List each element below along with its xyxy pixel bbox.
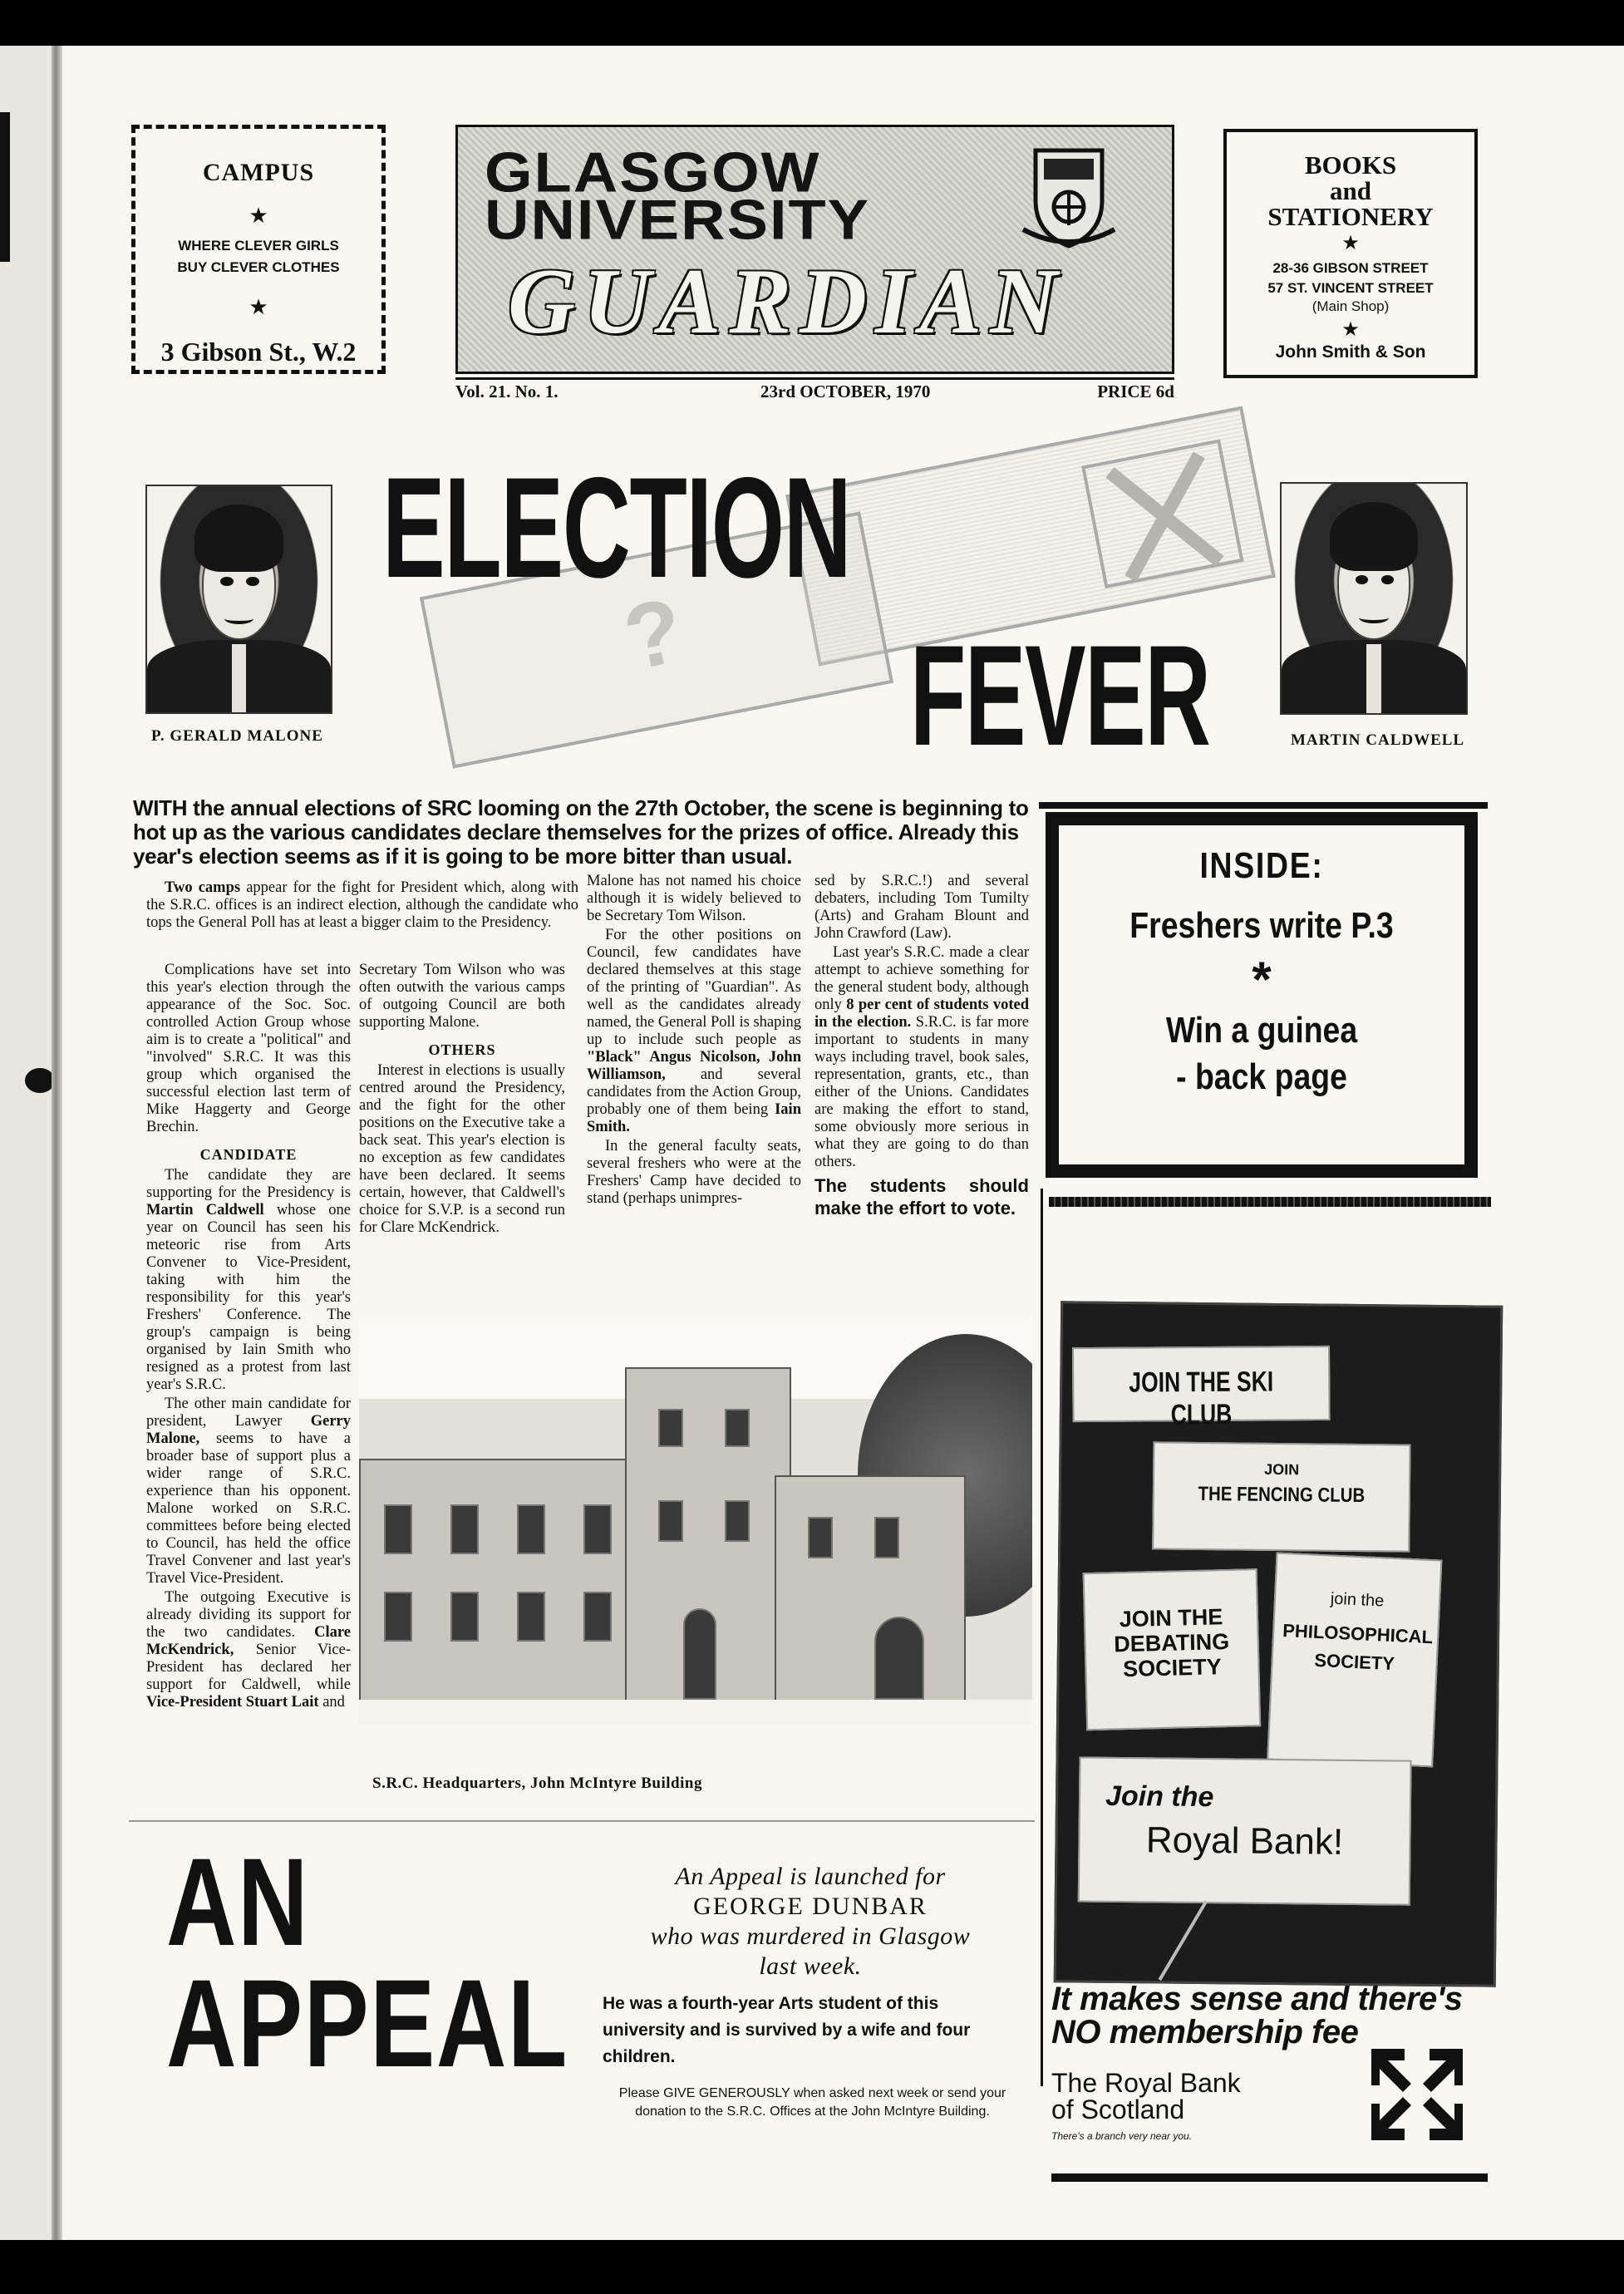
- article-paragraph: Interest in elections is usually centred around the Presidency, and the fight for the other positions on the Executive take a back seat. This year's election is no exception as few candidates have been declared. It seems certain, however, that Caldwell's choice for S.V.P. is a second run for Clare McKendrick.: [359, 1062, 565, 1236]
- university-crest-icon: [1015, 142, 1123, 250]
- masthead-glasgow-university: [485, 140, 871, 252]
- campus-ad-line: BUY CLEVER CLOTHES: [177, 259, 340, 275]
- masthead-line: UNIVERSITY: [485, 187, 871, 252]
- inside-item: Freshers write P.3: [1129, 905, 1394, 946]
- street: [359, 1700, 1032, 1725]
- divider: [1039, 802, 1488, 809]
- poster-fencing-club: [1152, 1441, 1410, 1552]
- building-window: [517, 1504, 545, 1554]
- appeal-body: He was a fourth-year Arts student of this university and is survived by a wife and four children.: [603, 1994, 971, 2066]
- issue-date: 23rd OCTOBER, 1970: [760, 382, 931, 401]
- royal-bank-slogan: [1051, 1982, 1500, 2049]
- books-ad-line: BOOKS: [1304, 150, 1397, 180]
- building-wing: [775, 1475, 966, 1708]
- article-text: For the other positions on Council, few candidates have declared themselves at this stage of the printing of "Guardian". As well as the candidates already named, the General Poll is shaping up to include such people as: [587, 927, 801, 1048]
- poster-text: THE FENCING CLUB: [1198, 1482, 1366, 1508]
- headline-fever: FEVER: [910, 616, 1210, 775]
- question-mark: ?: [616, 578, 691, 690]
- building-window: [808, 1517, 833, 1558]
- masthead-guardian: GUARDIAN: [508, 250, 1066, 353]
- issue-price: PRICE 6d: [1097, 382, 1174, 401]
- appeal-line: last week.: [759, 1952, 862, 1980]
- article-text: The outgoing Executive is already dividing its support for the two candidates.: [146, 1589, 351, 1641]
- photo-clubs-noticeboard: [1054, 1301, 1503, 1987]
- divider: [1041, 1189, 1043, 2086]
- royal-bank-name-line: of Scotland: [1051, 2095, 1185, 2124]
- divider: [1051, 2173, 1488, 2182]
- appeal-line: An Appeal is launched for: [675, 1863, 946, 1890]
- subhead-candidate: CANDIDATE: [199, 1146, 298, 1163]
- royal-bank-tagline: There's a branch very near you.: [1051, 2130, 1193, 2142]
- poster-text: Join the: [1105, 1780, 1214, 1814]
- portrait-tie: [1366, 644, 1381, 713]
- building-wing: [359, 1459, 658, 1708]
- article-bold: Two camps: [165, 879, 241, 896]
- poster-debating-society: [1083, 1568, 1262, 1730]
- star-icon: ★: [249, 204, 268, 228]
- royal-bank-slogan-line: NO membership fee: [1051, 2014, 1359, 2050]
- appeal-headline-word: APPEAL: [166, 1953, 568, 2093]
- poster-text: join the: [1330, 1589, 1385, 1611]
- article-text: and several candidates from the Action Group, probably one of them being: [587, 1066, 801, 1118]
- poster-text: PHILOSOPHICAL SOCIETY: [1282, 1620, 1434, 1675]
- article-text: S.R.C. is far more important to students in many ways including travel, book sales, representation, grants, etc., than either of the Unions. Candidates are making the effort to stand, some obviously more serious in what they are going to do than others.: [814, 1014, 1029, 1170]
- page-fold: [52, 46, 62, 2240]
- books-ad-name: John Smith & Son: [1275, 342, 1426, 362]
- portrait-hair: [1330, 502, 1419, 571]
- building-window: [658, 1409, 683, 1447]
- inside-title: INSIDE:: [1199, 845, 1324, 886]
- building-window: [725, 1409, 750, 1447]
- poster-royal-bank: [1078, 1757, 1412, 1906]
- inside-separator: *: [1252, 952, 1272, 1007]
- masthead-line: GLASGOW: [485, 140, 821, 204]
- article-column-1: [146, 962, 351, 1713]
- ink-blot: [25, 1068, 55, 1093]
- article-text: appear for the fight for President which, along with the S.R.C. offices is an indirect election, although the candidate who tops the General Poll has at least a bigger claim to the Presidency.: [146, 879, 578, 931]
- inside-item: Win a guinea: [1165, 1010, 1358, 1051]
- article-text: seems to have a broader base of support plus a wider range of S.R.C. experience than his opponent. Malone worked on S.R.C. committees before being elected to Council, has held the office Travel Convener and last year's Travel Vice-President.: [146, 1430, 351, 1587]
- ink-blot: [0, 112, 10, 262]
- article-lead: WITH the annual elections of SRC looming on the 27th October, the scene is beginning to hot up as the various candidates declare themselves for the prizes of office. Already this year's election seems as if it is going to be more bitter than usual.: [133, 795, 1029, 869]
- article-bold: Clare McKendrick,: [146, 1624, 351, 1658]
- article-bold: "Black" Angus Nicolson, John Williamson,: [587, 1049, 801, 1083]
- caption-caldwell: MARTIN CALDWELL: [1291, 731, 1465, 749]
- portrait-tie: [232, 644, 247, 712]
- article-bold: Martin Caldwell: [146, 1202, 264, 1218]
- article-paragraph: sed by S.R.C.!) and several debaters, including Tom Tumilty (Arts) and Graham Blount and John Crawford (Law).: [814, 873, 1029, 942]
- article-text: whose one year on Council has seen his meteoric rise from Arts Convener to Vice-President, taking with him the responsibility for this year's Freshers' Conference. The group's campaign is being organised by Iain Smith who resigned as a protest from last year's S.R.C.: [146, 1202, 351, 1393]
- building-window: [450, 1592, 479, 1642]
- article-text: Last year's S.R.C. made a clear attempt to achieve something for the general student body, although only: [814, 944, 1029, 1013]
- volume-number: Vol. 21. No. 1.: [455, 382, 559, 401]
- books-ad-address: 28-36 GIBSON STREET: [1272, 260, 1429, 276]
- article-paragraph: Complications have set into this year's election through the appearance of the Soc. Soc. controlled Action Group whose aim is to create a "political" and "involved" S.R.C. It was this group which organised the successful election last term of Mike Haggerty and George Brechin.: [146, 962, 351, 1135]
- subhead-others: OTHERS: [428, 1041, 496, 1058]
- masthead-info-bar: [455, 377, 1174, 402]
- article-bold: 8 per cent of students voted in the election.: [814, 997, 1029, 1031]
- star-icon: ★: [249, 295, 268, 319]
- royal-bank-name: [1051, 2070, 1241, 2123]
- masthead: [455, 125, 1174, 374]
- divider: [1049, 1197, 1491, 1207]
- portrait-mouth: [224, 613, 253, 624]
- poster-philosophical-society: [1267, 1553, 1442, 1768]
- article-column-4: [814, 873, 1029, 1221]
- article-closing-line: The students should make the effort to vote.: [814, 1175, 1029, 1218]
- article-paragraph: Malone has not named his choice although it is widely believed to be Secretary Tom Wilson.: [587, 873, 801, 924]
- photo-srcs-headquarters: [359, 1317, 1032, 1725]
- article-paragraph: In the general faculty seats, several freshers who were at the Freshers' Camp have decided to stand (perhaps unimpres-: [587, 1138, 801, 1207]
- royal-bank-logo-icon: [1363, 2040, 1471, 2149]
- poster-text: Royal Bank!: [1145, 1819, 1344, 1863]
- photo-caption: S.R.C. Headquarters, John McIntyre Building: [372, 1775, 702, 1792]
- campus-ad-line: WHERE CLEVER GIRLS: [178, 238, 339, 254]
- article-text: and: [318, 1694, 345, 1711]
- article-bold: Gerry Malone,: [146, 1413, 351, 1447]
- article-text: The other main candidate for president, Lawyer: [146, 1396, 351, 1430]
- books-ad-line: STATIONERY: [1267, 202, 1434, 231]
- divider: [129, 1820, 1035, 1822]
- article-bold: Vice-President Stuart Lait: [146, 1694, 319, 1711]
- portrait-malone: [145, 485, 332, 714]
- poster-ski-club: [1072, 1346, 1331, 1431]
- inside-contents-box: [1046, 812, 1478, 1178]
- appeal-headline-word: AN: [166, 1832, 310, 1972]
- campus-ad: [131, 125, 386, 374]
- building-window: [384, 1504, 412, 1554]
- building-archway: [874, 1617, 924, 1700]
- books-ad: [1223, 129, 1478, 378]
- article-bold: Iain Smith.: [587, 1101, 801, 1135]
- appeal-line: who was murdered in Glasgow: [650, 1922, 971, 1950]
- building-window: [583, 1504, 612, 1554]
- campus-ad-title: CAMPUS: [202, 159, 315, 186]
- building-window: [725, 1500, 750, 1542]
- poster-text: JOIN THE SKI CLUB: [1129, 1366, 1274, 1431]
- building-window: [658, 1500, 683, 1542]
- pin-stick: [1159, 1900, 1208, 1981]
- headline-election: ELECTION: [382, 448, 851, 608]
- portrait-hair: [194, 505, 283, 573]
- appeal-name: GEORGE DUNBAR: [693, 1893, 928, 1920]
- caption-malone: P. GERALD MALONE: [151, 727, 323, 745]
- building-window: [450, 1504, 479, 1554]
- star-icon: ★: [1341, 319, 1360, 341]
- royal-bank-name-line: The Royal Bank: [1051, 2068, 1241, 2098]
- building-window: [874, 1517, 899, 1558]
- poster-text: JOIN: [1264, 1460, 1300, 1479]
- article-column-intro: [146, 879, 578, 933]
- books-ad-address: (Main Shop): [1312, 298, 1390, 314]
- books-ad-address: 57 ST. VINCENT STREET: [1267, 280, 1434, 296]
- cross-mark-icon: [1081, 439, 1243, 588]
- star-icon: ★: [1341, 233, 1360, 254]
- portrait-eye: [246, 577, 258, 586]
- building-window: [384, 1592, 412, 1642]
- appeal-intro: [598, 1862, 1022, 1981]
- royal-bank-slogan-line: It makes sense and there's: [1051, 1981, 1463, 2017]
- appeal-note: Please GIVE GENEROUSLY when asked next week or send your donation to the S.R.C. Offices at the John McIntyre Building.: [618, 2086, 1006, 2119]
- poster-text: JOIN THE DEBATING SOCIETY: [1113, 1604, 1230, 1682]
- building-window: [583, 1592, 612, 1642]
- portrait-caldwell: [1280, 482, 1468, 715]
- adjacent-page-edge: [0, 46, 62, 2240]
- books-ad-line: and: [1330, 176, 1371, 205]
- article-paragraph: Secretary Tom Wilson who was often outwith the various camps of outgoing Council are both supporting Malone.: [359, 962, 565, 1031]
- inside-item: - back page: [1176, 1056, 1347, 1097]
- portrait-eye: [220, 577, 233, 586]
- appeal-headline: [166, 1832, 568, 2093]
- campus-ad-address: 3 Gibson St., W.2: [160, 337, 357, 367]
- building-window: [517, 1592, 545, 1642]
- article-text: The candidate they are supporting for the Presidency is: [146, 1167, 351, 1201]
- article-text: Senior Vice-President has declared her support for Caldwell, while: [146, 1642, 351, 1693]
- article-column-3: [587, 873, 801, 1209]
- article-column-2: [359, 962, 565, 1238]
- building-doorway: [683, 1608, 716, 1700]
